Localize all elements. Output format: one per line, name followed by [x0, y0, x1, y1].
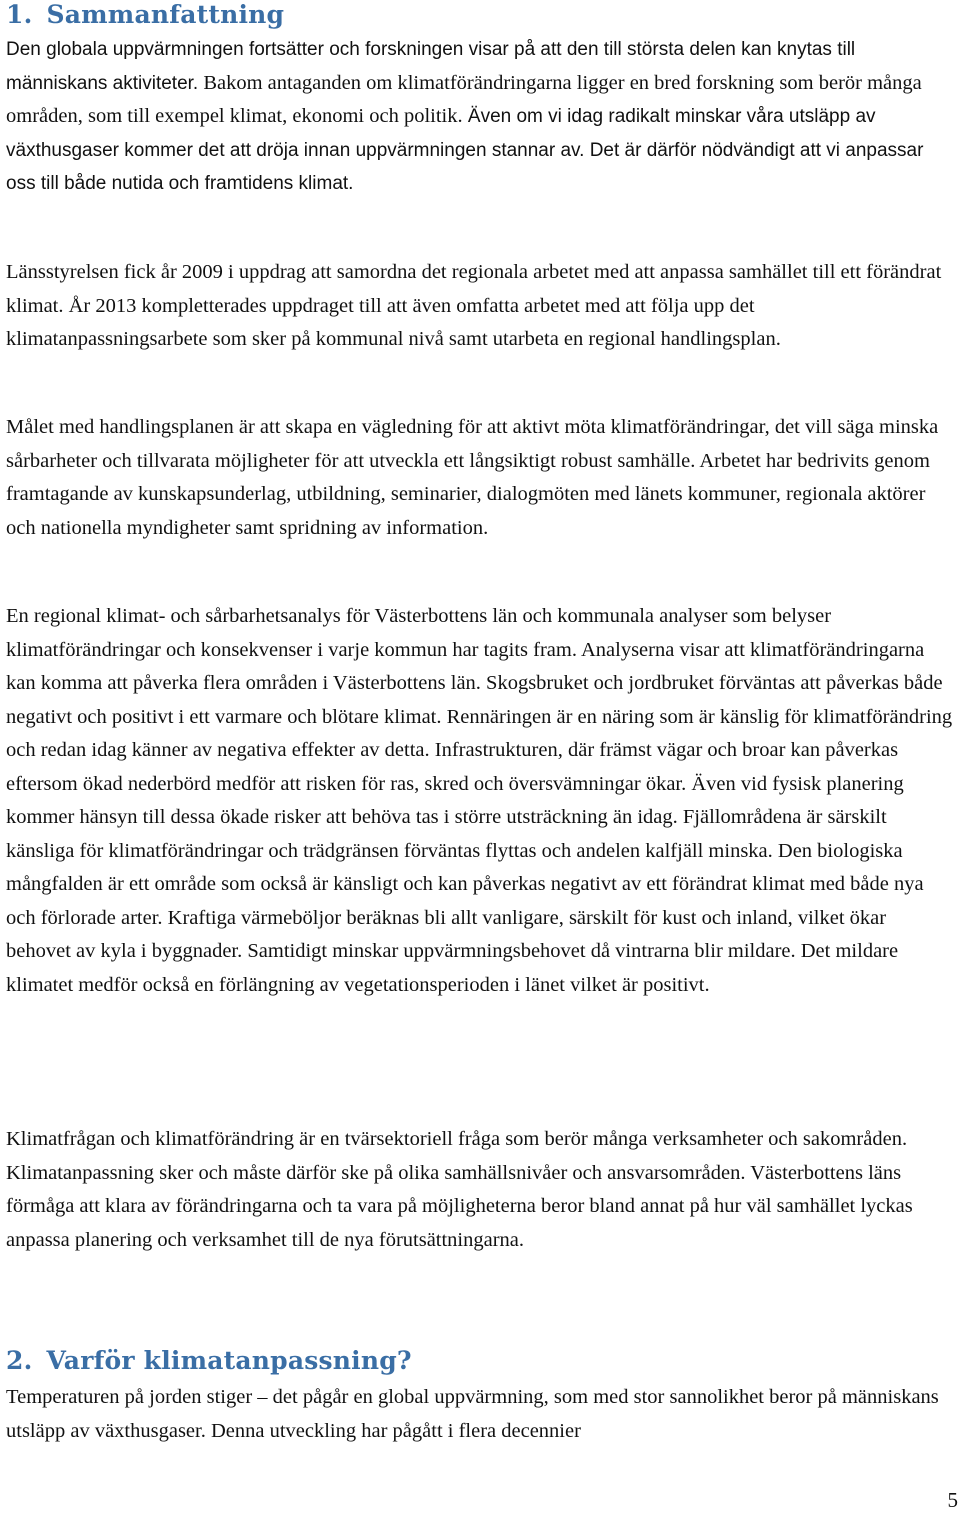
paragraph-intro-part-a: Den globala uppvärmningen fortsätter och forskningen visar på att den till största delen kan knytas till människans aktiviteter.	[6, 39, 856, 94]
section-title: Varför klimatanpassning?	[46, 1346, 412, 1375]
paragraph-lansstyrelsen: Länsstyrelsen fick år 2009 i uppdrag att samordna det regionala arbetet med att anpassa samhället till ett förändrat klimat. År 2013 kompletterades uppdraget till att även omfatta arbetet med att följa upp det klimatanpassningsarbete som sker på kommunal nivå samt utarbeta en regional handlingsplan.	[6, 261, 942, 350]
section-number: 1.	[6, 0, 33, 29]
paragraph-intro-part-b: Bakom antaganden om klimatförändringarna ligger en bred forskning som berör många områden, som till exempel klimat, ekonomi och politik.	[6, 71, 922, 127]
paragraph-klimatfragan: Klimatfrågan och klimatförändring är en tvärsektoriell fråga som berör många verksamheter och sakområden. Klimatanpassning sker och måste därför ske på olika samhällsnivåer och ansvarsområden. Västerbottens läns förmåga att klara av förändringarna och ta vara på möjligheterna beror bland annat på hur väl samhället lyckas anpassa planering och verksamhet till de nya förutsättningarna.	[6, 1128, 913, 1251]
paragraph-temperaturen: Temperaturen på jorden stiger – det pågår en global uppvärmning, som med stor sannolikhet beror på människans utsläpp av växthusgaser. Denna utveckling har pågått i flera decennier	[6, 1386, 939, 1442]
section-heading-sammanfattning	[6, 0, 284, 30]
paragraph-analys: En regional klimat- och sårbarhetsanalys för Västerbottens län och kommunala analyser som belyser klimatförändringar och konsekvenser i varje kommun har tagits fram. Analyserna visar att klimatförändringarna kan komma att påverka flera områden i Västerbottens län. Skogsbruket och jordbruket förväntas att påverkas både negativt och positivt i ett varmare och blötare klimat. Rennäringen är en näring som är känslig för klimatförändring och redan idag känner av negativa effekter av detta. Infrastrukturen, där främst vägar och broar kan påverkas eftersom ökad nederbörd medför att risken för ras, skred och översvämningar ökar. Även vid fysisk planering kommer hänsyn till dessa ökade risker att behöva tas i större utsträckning än idag. Fjällområdena är särskilt känsliga för klimatförändringar och trädgränsen förväntas flyttas och andelen kalfjäll minska. Den biologiska mångfalden är ett område som också är känsligt och kan påverkas negativt av ett förändrat klimat med både nya och förlorade arter. Kraftiga värmeböljor beräknas bli allt vanligare, särskilt för kust och inland, vilket ökar behovet av kyla i byggnader. Samtidigt minskar uppvärmningsbehovet då vintrarna blir mildare. Det mildare klimatet medför också en förlängning av vegetationsperioden i länet vilket är positivt.	[6, 605, 953, 996]
section-title: Sammanfattning	[46, 0, 285, 29]
section-number: 2.	[6, 1346, 33, 1375]
page-number: 5	[947, 1488, 958, 1512]
section-heading-varfor-klimatanpassning	[6, 1345, 412, 1377]
paragraph-intro	[6, 33, 956, 201]
paragraph-malet: Målet med handlingsplanen är att skapa en vägledning för att aktivt möta klimatförändringar, det vill säga minska sårbarheter och tillvarata möjligheter för att utveckla ett långsiktigt robust samhälle. Arbetet har bedrivits genom framtagande av kunskapsunderlag, utbildning, seminarier, dialogmöten med länets kommuner, regionala aktörer och nationella myndigheter samt spridning av information.	[6, 416, 939, 539]
paragraph-intro-part-c: Även om vi idag radikalt minskar våra utsläpp av växthusgaser kommer det att dröja innan uppvärmningen stannar av. Det är därför nödvändigt att vi anpassar oss till både nutida och framtidens klimat.	[6, 106, 924, 194]
